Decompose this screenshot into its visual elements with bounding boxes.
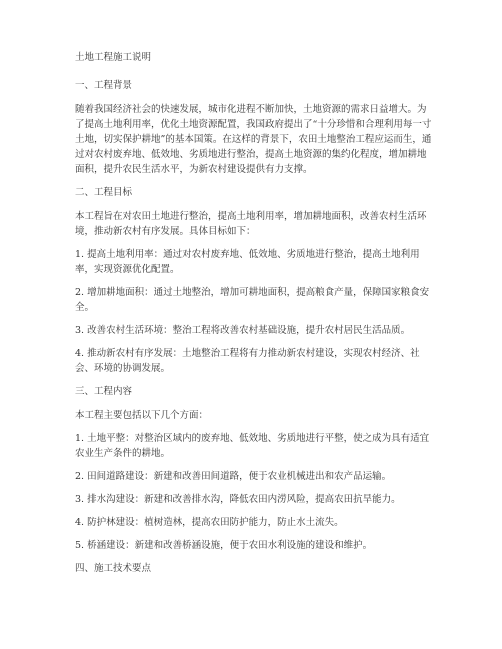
content-item: 5. 桥涵建设：新建和改善桥涵设施，便于农田水利设施的建设和维护。: [75, 540, 373, 551]
section-heading-technical: 四、施工技术要点: [75, 563, 152, 574]
content-intro: 本工程主要包括以下几个方面：: [75, 410, 209, 421]
content-item: 4. 防护林建设：植树造林，提高农田防护能力，防止水土流失。: [75, 517, 344, 528]
goal-item: 2. 增加耕地面积：通过土地整治，增加可耕地面积，提高粮食产量，保障国家粮食安全。: [75, 287, 430, 313]
goal-item: 1. 提高土地利用率：通过对农村废弃地、低效地、劣质地进行整治，提高土地利用率，实现资源优化配置。: [75, 249, 420, 275]
goals-intro: 本工程旨在对农田土地进行整治，提高土地利用率，增加耕地面积，改善农村生活环境，推动新农村有序发展。具体目标如下：: [75, 211, 427, 237]
content-item: 1. 土地平整：对整治区域内的废弃地、低效地、劣质地进行平整，使之成为具有适宜农业生产条件的耕地。: [75, 433, 430, 459]
document-title: 土地工程施工说明: [75, 52, 152, 63]
background-paragraph: 随着我国经济社会的快速发展，城市化进程不断加快，土地资源的需求日益增大。为了提高土地利用率，优化土地资源配置，我国政府提出了“十分珍惜和合理利用每一寸土地，切实保护耕地”的基本国策。在这样的背景下，农田土地整治工程应运而生，通过对农村废弃地、低效地、劣质地进行整治，提高土地资源的集约化程度，增加耕地面积，提升农民生活水平，为新农村建设提供有力支撑。: [75, 104, 432, 175]
goal-item: 4. 推动新农村有序发展：土地整治工程将有力推动新农村建设，实现农村经济、社会、环境的协调发展。: [75, 348, 420, 374]
goal-item: 3. 改善农村生活环境：整治工程将改善农村基础设施，提升农村居民生活品质。: [75, 325, 411, 336]
content-item: 2. 田间道路建设：新建和改善田间道路，便于农业机械进出和农产品运输。: [75, 471, 392, 482]
document-page: [75, 50, 435, 585]
section-heading-content: 三、工程内容: [75, 386, 133, 397]
section-heading-background: 一、工程背景: [75, 80, 133, 91]
section-heading-goals: 二、工程目标: [75, 187, 133, 198]
content-item: 3. 排水沟建设：新建和改善排水沟，降低农田内涝风险，提高农田抗旱能力。: [75, 494, 401, 505]
